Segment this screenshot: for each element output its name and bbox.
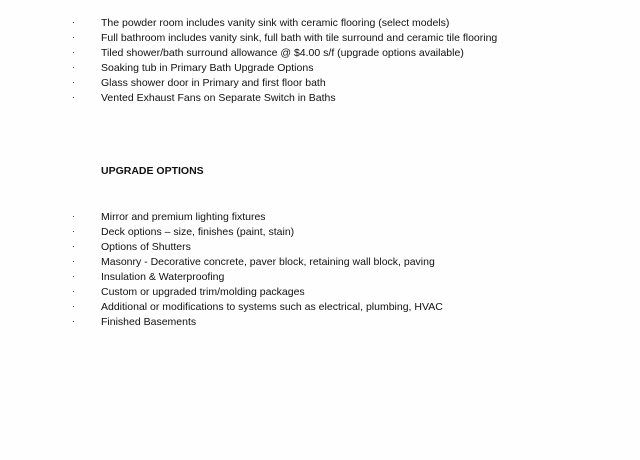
list-item-text: Custom or upgraded trim/molding packages [101, 286, 305, 298]
list-item-text: Tiled shower/bath surround allowance @ $4.00 s/f (upgrade options available) [101, 47, 464, 59]
list-item-text: The powder room includes vanity sink with ceramic flooring (select models) [101, 17, 450, 29]
bullet-icon: · [72, 77, 75, 87]
list-item-text: Masonry - Decorative concrete, paver block, retaining wall block, paving [101, 256, 435, 268]
list-item-text: Vented Exhaust Fans on Separate Switch in Baths [101, 92, 336, 104]
list-item-text: Deck options – size, finishes (paint, stain) [101, 226, 295, 238]
bullet-icon: · [72, 286, 75, 296]
bullet-icon: · [72, 316, 75, 326]
bullet-icon: · [72, 92, 75, 102]
list-item-text: Additional or modifications to systems such as electrical, plumbing, HVAC [101, 301, 443, 313]
list-item-text: Options of Shutters [101, 241, 191, 253]
bullet-icon: · [72, 241, 75, 251]
list-item-text: Glass shower door in Primary and first floor bath [101, 77, 326, 89]
bullet-icon: · [72, 301, 75, 311]
bullet-icon: · [72, 62, 75, 72]
bullet-icon: · [72, 256, 75, 266]
list-item-text: Full bathroom includes vanity sink, full bath with tile surround and ceramic tile flooring [101, 32, 498, 44]
list-item-text: Soaking tub in Primary Bath Upgrade Options [101, 62, 314, 74]
bullet-icon: · [72, 47, 75, 57]
bullet-icon: · [72, 32, 75, 42]
bullet-icon: · [72, 271, 75, 281]
list-item-text: Mirror and premium lighting fixtures [101, 211, 266, 223]
bullet-icon: · [72, 226, 75, 236]
list-item-text: Finished Basements [101, 316, 197, 328]
upgrade-options-heading: UPGRADE OPTIONS [101, 165, 204, 177]
bullet-icon: · [72, 211, 75, 221]
list-item-text: Insulation & Waterproofing [101, 271, 225, 283]
bullet-icon: · [72, 17, 75, 27]
